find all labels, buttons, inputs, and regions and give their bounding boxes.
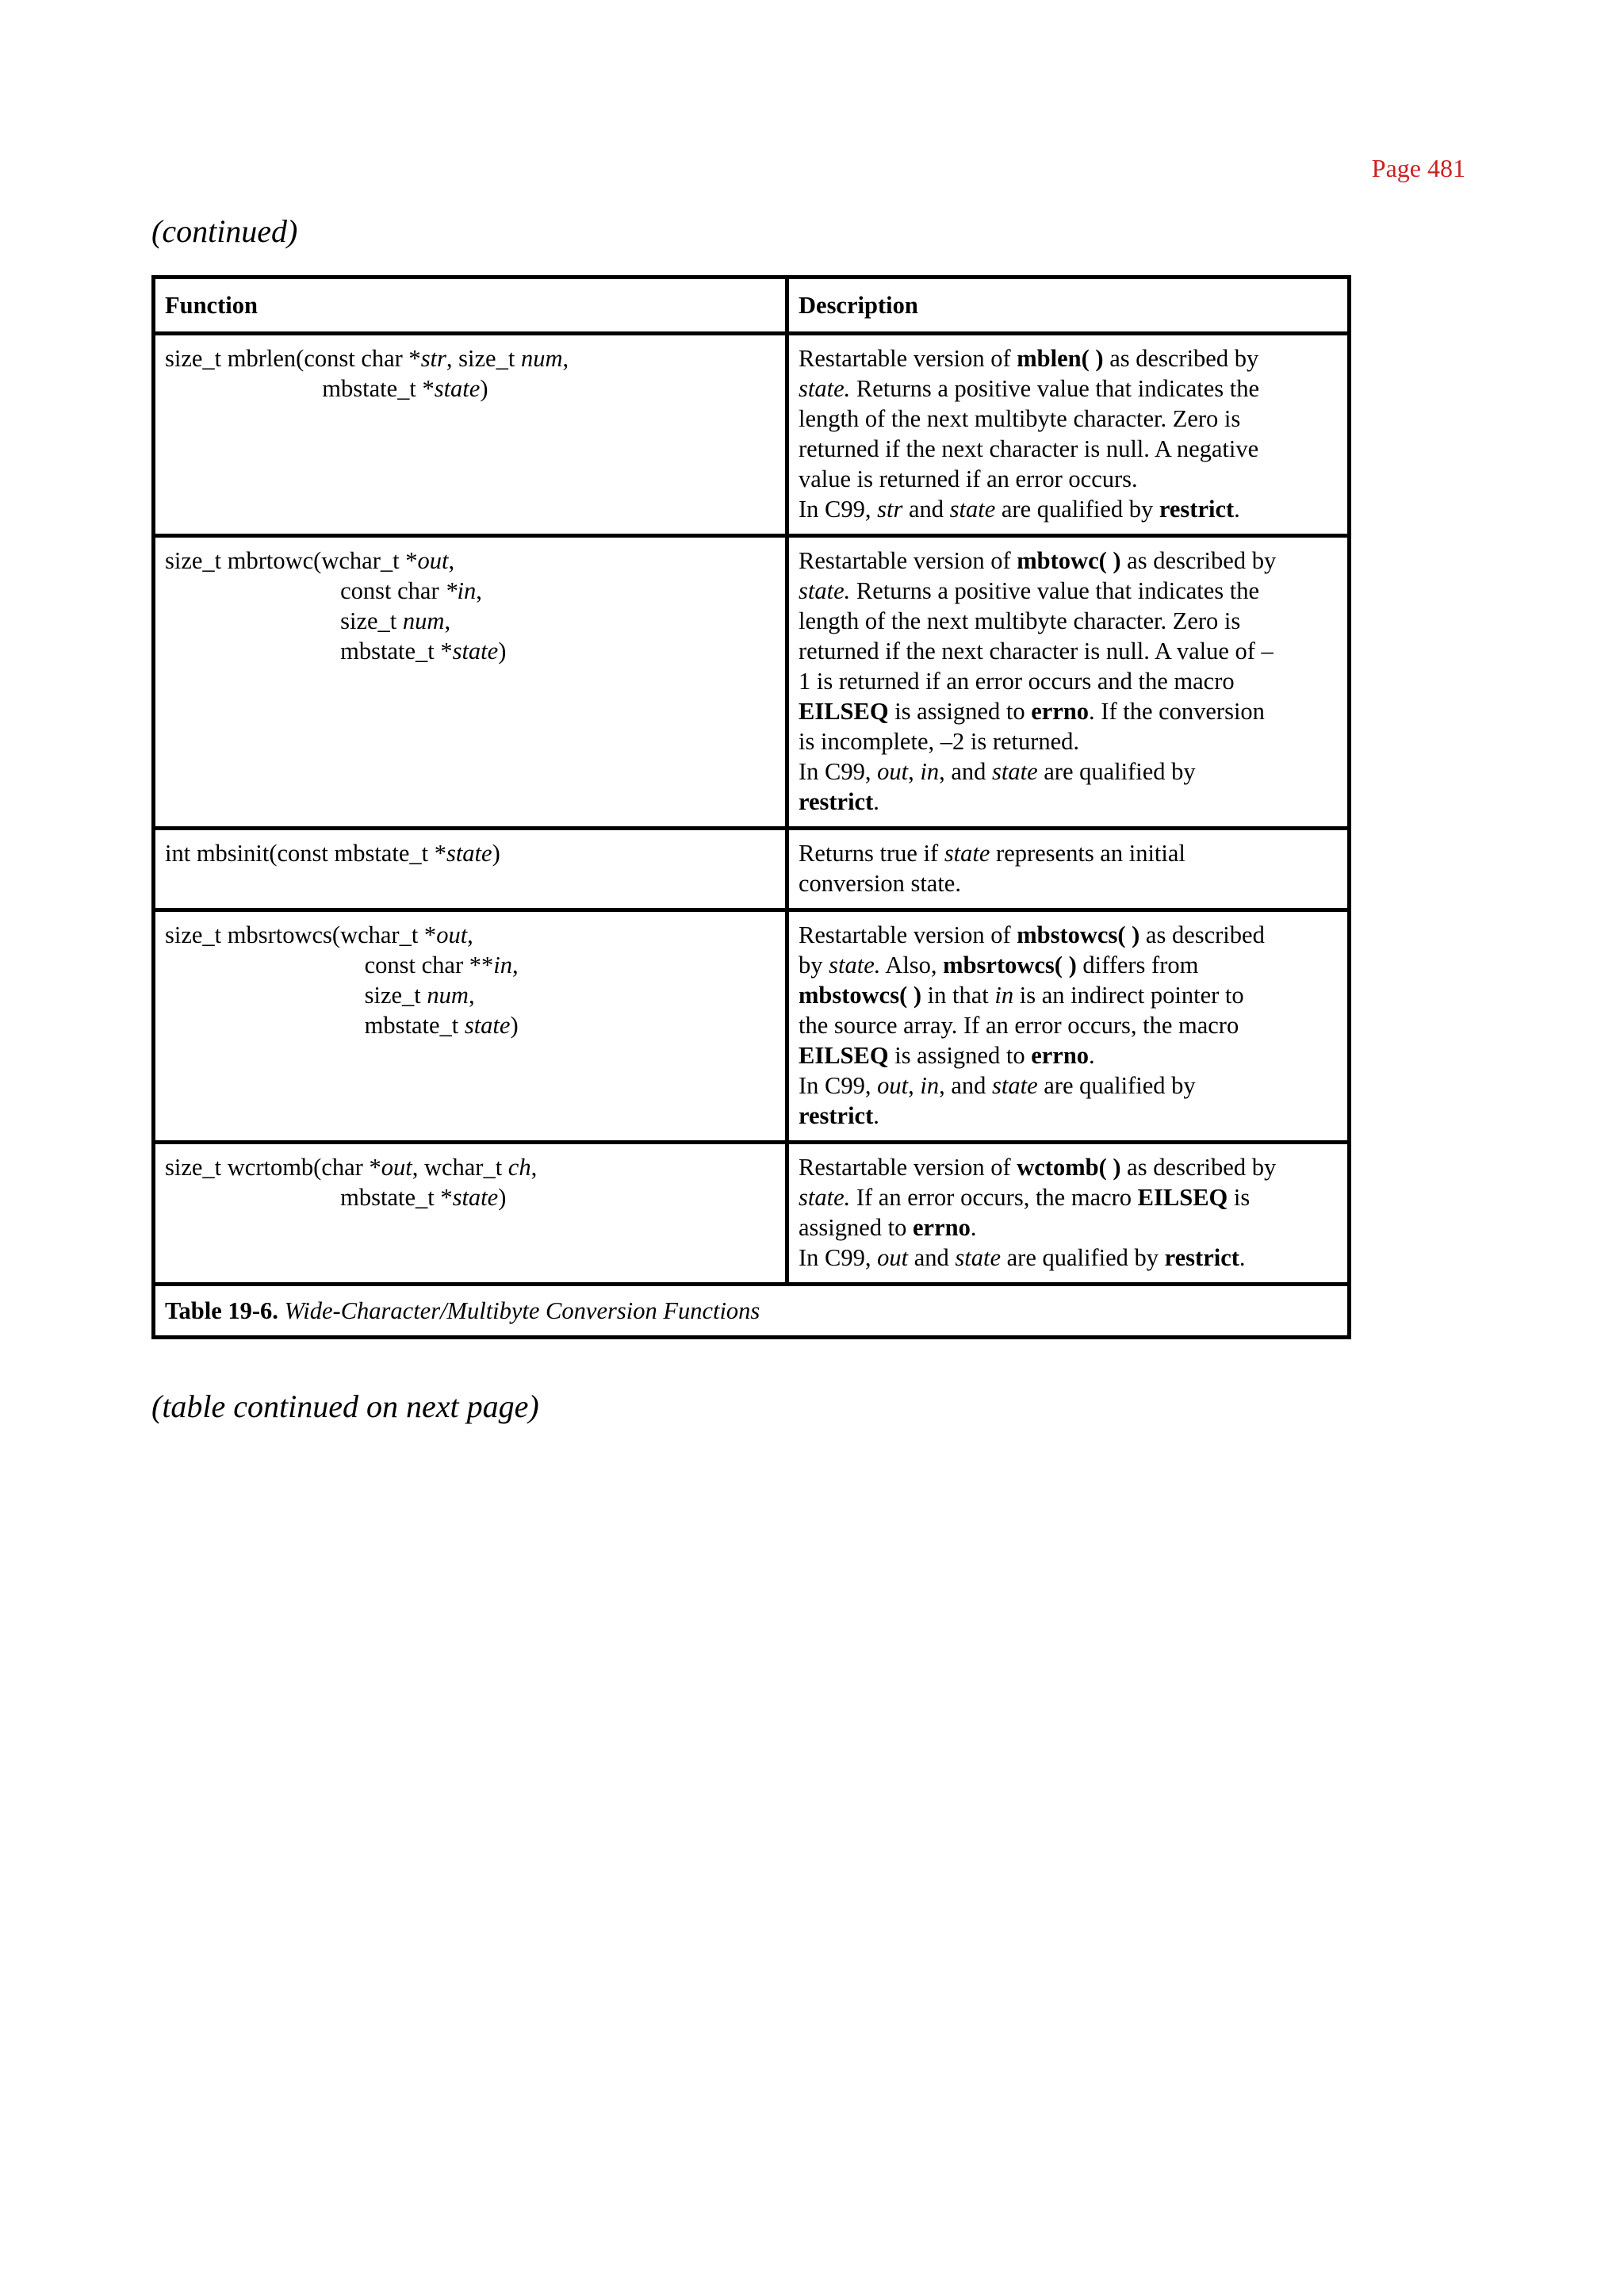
text-segment: size_t [165, 607, 403, 634]
italic-text: state [452, 1184, 499, 1211]
italic-text: out [381, 1154, 412, 1181]
text-segment: is an indirect pointer to [1013, 982, 1244, 1009]
text-segment: size_t mbrlen(const char * [165, 345, 421, 372]
text-segment: Returns a positive value that indicates the [850, 577, 1260, 604]
bold-text: wctomb( ) [1017, 1154, 1121, 1181]
description-cell [787, 1143, 1350, 1285]
bold-text: errno [1031, 1042, 1090, 1069]
conversion-functions-table [151, 275, 1351, 1339]
text-segment: . [873, 1102, 879, 1129]
description-line [799, 343, 1338, 373]
italic-text: str [420, 345, 446, 372]
description-line [799, 494, 1338, 524]
text-segment: Restartable version of [799, 345, 1017, 372]
text-segment: in that [921, 982, 995, 1009]
description-line [799, 696, 1338, 726]
text-segment: ) [510, 1012, 519, 1039]
text-segment: are qualified by [1037, 758, 1196, 785]
function-signature-line [165, 980, 776, 1010]
text-segment: by [799, 952, 829, 978]
text-segment: mbstate_t * [165, 1184, 453, 1211]
text-segment: . [1239, 1244, 1246, 1271]
text-segment: as described by [1120, 1154, 1277, 1181]
bold-text: mblen( ) [1017, 345, 1104, 372]
function-signature-line [165, 606, 776, 636]
italic-text: out [877, 1244, 909, 1271]
text-segment: is incomplete, –2 is returned. [799, 728, 1080, 755]
bold-text: errno [913, 1214, 971, 1241]
function-cell [154, 910, 787, 1143]
bold-text: mbsrtowcs( ) [943, 952, 1077, 978]
italic-text: in [920, 1072, 940, 1099]
text-segment: , [511, 952, 519, 978]
text-segment: ) [498, 638, 507, 664]
text-segment: size_t [165, 982, 427, 1009]
function-cell [154, 829, 787, 910]
text-segment: are qualified by [995, 496, 1159, 523]
text-segment: , wchar_t [412, 1154, 508, 1181]
italic-text: state. [829, 952, 881, 978]
text-segment: represents an initial [990, 840, 1185, 867]
text-segment: . [873, 788, 879, 815]
italic-text: *in [445, 577, 477, 604]
italic-text: state [446, 840, 492, 867]
description-line [799, 576, 1338, 606]
text-segment: assigned to [799, 1214, 914, 1241]
continued-label: (continued) [151, 213, 298, 249]
italic-text: state [434, 375, 481, 402]
bold-text: mbstowcs( ) [799, 982, 922, 1009]
description-line [799, 838, 1338, 868]
bold-text: EILSEQ [799, 698, 889, 725]
text-segment: ) [492, 840, 500, 867]
description-line [799, 464, 1338, 494]
function-signature-line [165, 1152, 776, 1182]
description-line [799, 920, 1338, 950]
text-segment: mbstate_t * [165, 375, 435, 402]
text-segment: If an error occurs, the macro [850, 1184, 1138, 1211]
italic-text: state. [799, 375, 851, 402]
italic-text: out [877, 1072, 909, 1099]
italic-text: num [427, 982, 469, 1009]
function-signature-line [165, 636, 776, 666]
text-segment: , [468, 982, 475, 1009]
description-cell [787, 829, 1350, 910]
text-segment: , and [939, 1072, 993, 1099]
italic-text: state [992, 1072, 1038, 1099]
italic-text: in [920, 758, 940, 785]
text-segment: ) [480, 375, 488, 402]
table-caption-title: Wide-Character/Multibyte Conversion Functions [284, 1297, 760, 1324]
italic-text: str [877, 496, 903, 523]
bold-text: restrict [799, 788, 874, 815]
table-header-row [154, 278, 1350, 334]
text-segment: In C99, [799, 1072, 878, 1099]
text-segment: length of the next multibyte character. Zero is [799, 405, 1241, 432]
page-number: Page 481 [1371, 154, 1465, 182]
description-line [799, 787, 1338, 817]
function-signature-line [165, 838, 776, 868]
text-segment: 1 is returned if an error occurs and the macro [799, 668, 1235, 695]
italic-text: in [994, 982, 1014, 1009]
text-segment: const char ** [165, 952, 494, 978]
text-segment: Returns true if [799, 840, 944, 867]
italic-text: state [992, 758, 1038, 785]
function-cell [154, 334, 787, 536]
text-segment: In C99, [799, 496, 878, 523]
italic-text: ch [508, 1154, 531, 1181]
text-segment: int mbsinit(const mbstate_t * [165, 840, 446, 867]
function-signature-line [165, 920, 776, 950]
table-row [154, 910, 1350, 1143]
text-segment: . If the conversion [1089, 698, 1265, 725]
description-line [799, 1182, 1338, 1212]
italic-text: state. [799, 577, 851, 604]
text-segment: size_t wcrtomb(char * [165, 1154, 381, 1181]
text-segment: and [902, 496, 950, 523]
text-segment: , [562, 345, 569, 372]
description-line [799, 980, 1338, 1010]
continued-on-next-page: (table continued on next page) [151, 1388, 539, 1424]
column-header-description: Description [787, 278, 1350, 334]
italic-text: out [417, 547, 449, 574]
description-line [799, 868, 1338, 898]
text-segment: , [530, 1154, 538, 1181]
description-line [799, 434, 1338, 464]
text-segment: is [1228, 1184, 1251, 1211]
description-line [799, 1243, 1338, 1273]
function-cell [154, 536, 787, 829]
description-line [799, 1212, 1338, 1243]
description-line [799, 1101, 1338, 1131]
description-cell [787, 910, 1350, 1143]
function-signature-line [165, 546, 776, 576]
italic-text: out [877, 758, 909, 785]
description-cell [787, 536, 1350, 829]
text-segment: const char [165, 577, 446, 604]
table-body [154, 334, 1350, 1285]
text-segment: are qualified by [1037, 1072, 1196, 1099]
text-segment: . [1234, 496, 1240, 523]
text-segment: size_t mbrtowc(wchar_t * [165, 547, 418, 574]
text-segment: the source array. If an error occurs, the macro [799, 1012, 1239, 1039]
description-line [799, 606, 1338, 636]
function-signature-line [165, 343, 776, 373]
text-segment: mbstate_t [165, 1012, 465, 1039]
italic-text: state [452, 638, 499, 664]
description-cell [787, 334, 1350, 536]
text-segment: , [908, 758, 921, 785]
text-segment: is assigned to [888, 698, 1032, 725]
text-segment: Restartable version of [799, 1154, 1017, 1181]
text-segment: is assigned to [888, 1042, 1032, 1069]
description-line [799, 404, 1338, 434]
bold-text: mbstowcs( ) [1017, 921, 1140, 948]
text-segment: returned if the next character is null. A negative [799, 435, 1259, 462]
description-line [799, 1040, 1338, 1070]
text-segment: as described by [1120, 547, 1277, 574]
text-segment: as described [1139, 921, 1265, 948]
description-line [799, 756, 1338, 787]
text-segment: , size_t [446, 345, 521, 372]
text-segment: In C99, [799, 1244, 878, 1271]
table-row [154, 1143, 1350, 1285]
text-segment: mbstate_t * [165, 638, 453, 664]
description-line [799, 373, 1338, 404]
text-segment: Restartable version of [799, 921, 1017, 948]
text-segment: differs from [1076, 952, 1199, 978]
description-line [799, 1010, 1338, 1040]
description-line [799, 950, 1338, 980]
bold-text: restrict [1159, 496, 1235, 523]
function-signature-line [165, 950, 776, 980]
text-segment: returned if the next character is null. A value of – [799, 638, 1274, 664]
bold-text: restrict [1164, 1244, 1239, 1271]
italic-text: num [520, 345, 563, 372]
italic-text: out [436, 921, 468, 948]
text-segment: Returns a positive value that indicates the [850, 375, 1260, 402]
text-segment: , [908, 1072, 921, 1099]
text-segment: size_t mbsrtowcs(wchar_t * [165, 921, 437, 948]
italic-text: state [955, 1244, 1002, 1271]
table-caption [154, 1285, 1350, 1338]
table-caption-row [154, 1285, 1350, 1338]
table-caption-label: Table 19-6. [165, 1297, 278, 1324]
table-row [154, 536, 1350, 829]
text-segment: , [448, 547, 455, 574]
function-signature-line [165, 1010, 776, 1040]
text-segment: , [444, 607, 451, 634]
italic-text: in [493, 952, 512, 978]
description-line [799, 666, 1338, 696]
description-line [799, 1070, 1338, 1101]
italic-text: state [464, 1012, 511, 1039]
function-signature-line [165, 576, 776, 606]
text-segment: In C99, [799, 758, 878, 785]
bold-text: EILSEQ [799, 1042, 889, 1069]
table-row [154, 829, 1350, 910]
table-row [154, 334, 1350, 536]
function-signature-line [165, 373, 776, 404]
description-line [799, 636, 1338, 666]
text-segment: and [908, 1244, 956, 1271]
bold-text: mbtowc( ) [1017, 547, 1121, 574]
description-line [799, 726, 1338, 756]
description-line [799, 546, 1338, 576]
function-signature-line [165, 1182, 776, 1212]
conversion-functions-table-wrapper [151, 275, 1347, 1339]
function-cell [154, 1143, 787, 1285]
text-segment: . [970, 1214, 977, 1241]
bold-text: restrict [799, 1102, 874, 1129]
text-segment: ) [498, 1184, 507, 1211]
text-segment: . [1089, 1042, 1095, 1069]
text-segment: are qualified by [1001, 1244, 1165, 1271]
bold-text: EILSEQ [1137, 1184, 1228, 1211]
text-segment: , [467, 921, 473, 948]
italic-text: state. [799, 1184, 851, 1211]
text-segment: as described by [1103, 345, 1259, 372]
text-segment: length of the next multibyte character. Zero is [799, 607, 1241, 634]
text-segment: , and [939, 758, 993, 785]
description-line [799, 1152, 1338, 1182]
column-header-function: Function [154, 278, 787, 334]
italic-text: state [949, 496, 996, 523]
bold-text: errno [1031, 698, 1090, 725]
text-segment: conversion state. [799, 870, 961, 897]
text-segment: value is returned if an error occurs. [799, 465, 1138, 492]
text-segment: , [476, 577, 482, 604]
italic-text: num [402, 607, 445, 634]
italic-text: state [944, 840, 990, 867]
text-segment: Restartable version of [799, 547, 1017, 574]
text-segment: Also, [880, 952, 944, 978]
